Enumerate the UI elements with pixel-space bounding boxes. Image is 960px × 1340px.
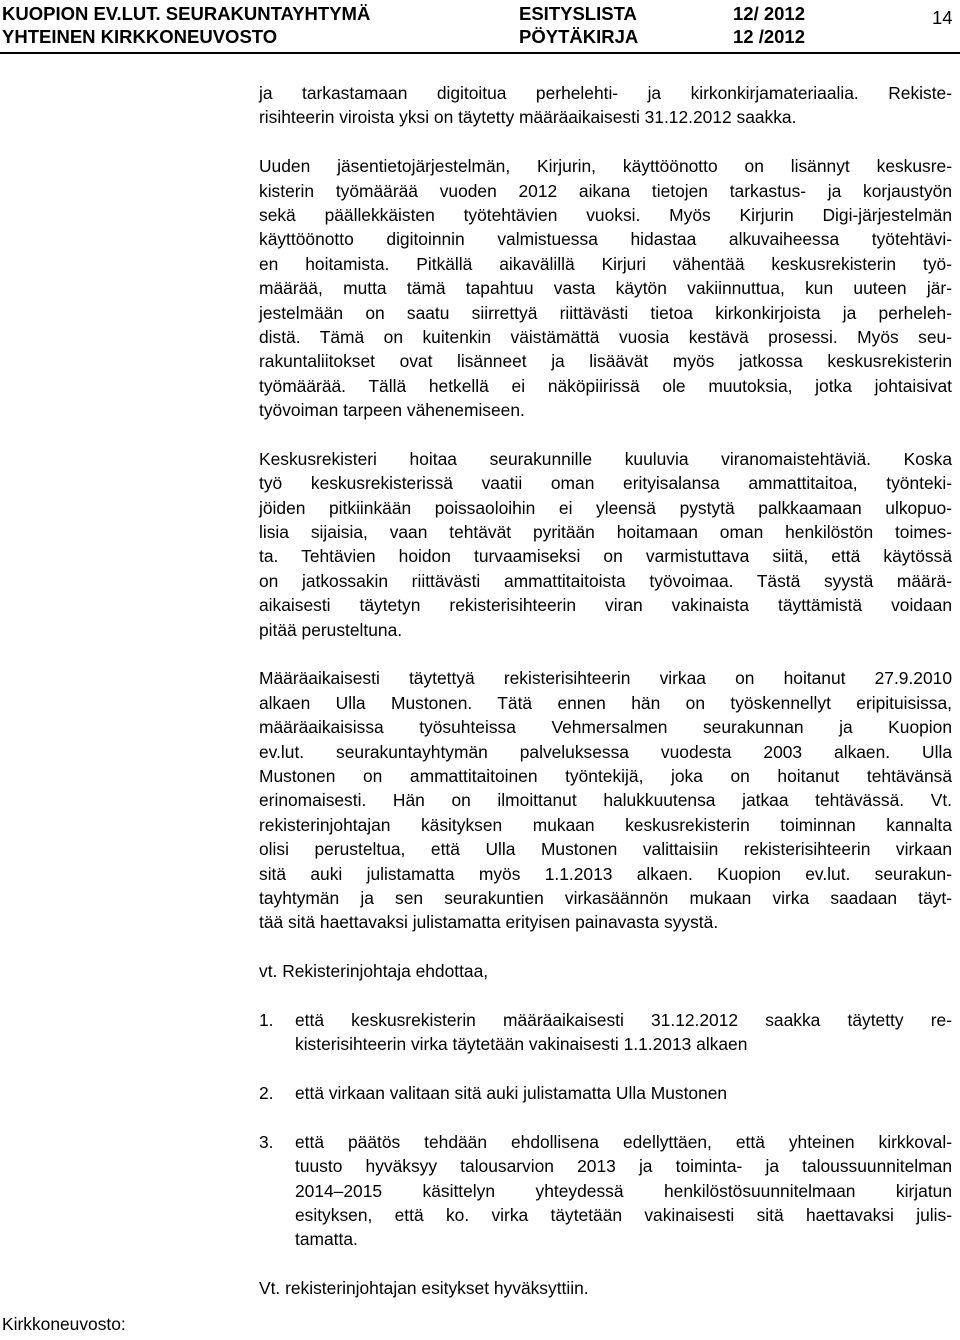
proposal-line: tuusto hyväksyy talousarvion 2013 ja toiminta- ja taloussuunnitelman — [295, 1156, 952, 1177]
text-line: risihteerin viroista yksi on täytetty määräaikaisesti 31.12.2012 saakka. — [259, 107, 797, 128]
proposal-line: että keskusrekisterin määräaikaisesti 31.12.2012 saakka täytetty re- — [295, 1009, 952, 1030]
proposal-number: 2. — [259, 1083, 274, 1104]
doc-type-minutes: PÖYTÄKIRJA — [519, 26, 639, 47]
proposal-line: että päätös tehdään ehdollisena edellyttäen, että yhteinen kirkkoval- — [295, 1131, 952, 1152]
document-body — [259, 81, 952, 1301]
doc-type-agenda: ESITYSLISTA — [519, 3, 637, 24]
text-line: työvoiman tarpeen vähenemiseen. — [259, 400, 525, 421]
proposal-line: 2014–2015 käsittelyn yhteydessä henkilöstösuunnitelmaan kirjatun — [295, 1180, 952, 1201]
text-line: jestelmään on saatu siirrettyä riittävästi tietoa kirkonkirjoista ja perheleh- — [259, 302, 952, 323]
council-name: YHTEINEN KIRKKONEUVOSTO — [2, 26, 278, 47]
decision — [259, 1276, 952, 1300]
text-line: työ keskusrekisterissä vaatii oman erityisalansa ammattitaitoa, työnteki- — [259, 473, 952, 494]
header-row-2 — [0, 25, 960, 49]
proposal-number: 1. — [259, 1009, 274, 1030]
paragraph-gap — [259, 935, 952, 959]
proposal-intro-text: vt. Rekisterinjohtaja ehdottaa, — [259, 961, 489, 982]
header-row-1 — [0, 2, 960, 26]
proposal-intro — [259, 959, 952, 983]
text-line: Uuden jäsentietojärjestelmän, Kirjurin, käyttöönotto on lisännyt keskusre- — [259, 156, 952, 177]
text-line: olisi perusteltua, että Ulla Mustonen valittaisiin rekisterisihteerin virkaan — [259, 839, 952, 860]
paragraph-gap — [259, 422, 952, 446]
paragraph-gap — [259, 1105, 952, 1129]
paragraph-gap — [259, 130, 952, 154]
text-line: sitä auki julistamatta myös 1.1.2013 alkaen. Kuopion ev.lut. seurakun- — [259, 863, 952, 884]
text-line: Keskusrekisteri hoitaa seurakunnille kuuluvia viranomaistehtäviä. Koska — [259, 448, 952, 469]
decision-label: Kirkkoneuvosto: — [2, 1314, 126, 1334]
text-line: alkaen Ulla Mustonen. Tätä ennen hän on työskennellyt eripituisissa, — [259, 692, 952, 713]
paragraph — [259, 666, 952, 934]
text-line: en hoitamista. Pitkällä aikavälillä Kirjuri vähentää keskusrekisterin työ- — [259, 253, 952, 274]
proposal-line: kisterisihteerin virka täytetään vakinaisesti 1.1.2013 alkaen — [295, 1034, 748, 1055]
minutes-number: 12 /2012 — [733, 26, 806, 47]
paragraph-gap — [259, 983, 952, 1007]
text-line: lisia sijaisia, vaan tehtävät pyritään hoitamaan oman henkilöstön toimes- — [259, 522, 952, 543]
proposal-line: että virkaan valitaan sitä auki julistamatta Ulla Mustonen — [295, 1083, 728, 1104]
proposal-item — [259, 1008, 952, 1057]
text-line: tää sitä haettavaksi julistamatta erityisen painavasta syystä. — [259, 912, 719, 933]
proposal-item — [259, 1130, 952, 1252]
paragraph-gap — [259, 1057, 952, 1081]
text-line: tayhtymän ja sen seurakuntien virkasäännön mukaan virka saadaan täyt- — [259, 887, 952, 908]
text-line: rakuntaliitokset ovat lisänneet ja lisäävät myös jatkossa keskusrekisterin — [259, 351, 952, 372]
text-line: kisterin työmäärää vuoden 2012 aikana tietojen tarkastus- ja korjaustyön — [259, 180, 952, 201]
proposal-line: tamatta. — [295, 1229, 358, 1250]
paragraph — [259, 81, 952, 130]
proposal-item — [259, 1081, 952, 1105]
text-line: jöiden pitkiinkään poissaoloihin ei yleensä pystytä palkkaamaan ulkopuo- — [259, 497, 952, 518]
paragraph — [259, 447, 952, 642]
document-header — [0, 0, 960, 54]
text-line: aikaisesti täytetyn rekisterisihteerin viran vakinaista täyttämistä voidaan — [259, 595, 952, 616]
text-line: käyttöönotto digitoinnin valmistuessa hidastaa alkuvaiheessa työtehtävi- — [259, 229, 952, 250]
text-line: on jatkossakin riittävästi ammattitaitoista työvoimaa. Tästä syystä määrä- — [259, 570, 952, 591]
text-line: ta. Tehtävien hoidon turvaamiseksi on varmistuttava siitä, että käytössä — [259, 546, 952, 567]
text-line: ja tarkastamaan digitoitua perhelehti- ja kirkonkirjamateriaalia. Rekiste- — [259, 83, 952, 103]
agenda-number: 12/ 2012 — [733, 3, 806, 24]
page-number: 14 — [932, 7, 953, 28]
text-line: pitää perusteltuna. — [259, 619, 403, 640]
text-line: rekisterinjohtajan käsityksen mukaan keskusrekisterin toiminnan kannalta — [259, 814, 952, 835]
organization-name: KUOPION EV.LUT. SEURAKUNTAYHTYMÄ — [2, 3, 371, 24]
text-line: erinomaisesti. Hän on ilmoittanut halukkuutensa jatkaa tehtävässä. Vt. — [259, 790, 952, 811]
paragraph-gap — [259, 642, 952, 666]
proposal-line: esityksen, että ko. virka täytetään vakinaisesti sitä haettavaksi julis- — [295, 1204, 952, 1225]
text-line: työmäärää. Tällä hetkellä ei näköpiirissä ole muutoksia, jotka johtaisivat — [259, 375, 952, 396]
text-line: sekä päällekkäisten työtehtävien vuoksi. Myös Kirjurin Digi-järjestelmän — [259, 204, 952, 225]
text-line: distä. Tämä on kuitenkin väistämättä vuosia kestävä prosessi. Myös seu- — [259, 326, 952, 347]
proposal-number: 3. — [259, 1131, 274, 1152]
text-line: ev.lut. seurakuntayhtymän palveluksessa vuodesta 2003 alkaen. Ulla — [259, 741, 952, 762]
text-line: Määräaikaisesti täytettyä rekisterisihteerin virkaa on hoitanut 27.9.2010 — [259, 668, 952, 689]
paragraph-gap — [259, 1252, 952, 1276]
text-line: määrää, mutta tämä tapahtuu vasta käytön vakiinnuttua, kun uuteen jär- — [259, 278, 952, 299]
text-line: määräaikaisissa työsuhteissa Vehmersalmen seurakunnan ja Kuopion — [259, 717, 952, 738]
paragraph — [259, 154, 952, 422]
text-line: Mustonen on ammattitaitoinen työntekijä, joka on hoitanut tehtävänsä — [259, 765, 952, 786]
decision-text: Vt. rekisterinjohtajan esitykset hyväksyttiin. — [259, 1278, 589, 1299]
